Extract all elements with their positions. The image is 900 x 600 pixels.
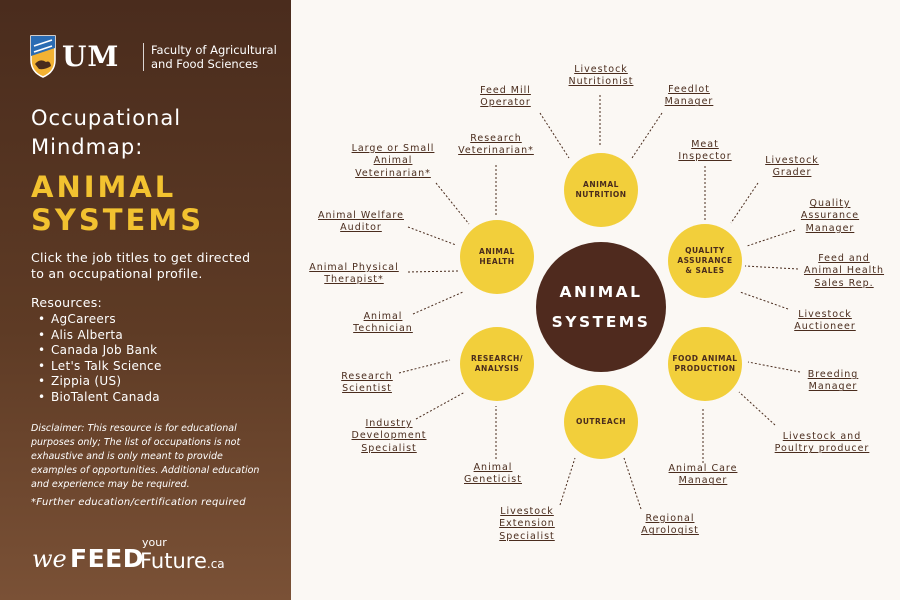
center-node-animal-systems: ANIMAL SYSTEMS	[536, 242, 666, 372]
job-feed-animal-health-sales-rep[interactable]: Feed and Animal Health Sales Rep.	[803, 253, 885, 289]
brand-ca: .ca	[206, 557, 225, 571]
category-animal-nutrition: ANIMAL NUTRITION	[564, 153, 638, 227]
category-food-animal-production: FOOD ANIMAL PRODUCTION	[668, 327, 742, 401]
connector-feedlot	[632, 113, 662, 158]
resource-link-canada-job-bank[interactable]: • Canada Job Bank	[31, 343, 162, 359]
logo-divider	[143, 43, 144, 71]
job-quality-assurance-manager[interactable]: Quality Assurance Manager	[800, 198, 860, 234]
brand-future-word: Future	[140, 549, 207, 573]
connector-poultry-producer	[739, 392, 775, 425]
job-animal-geneticist[interactable]: Animal Geneticist	[464, 462, 522, 486]
resource-link-biotalent-canada[interactable]: • BioTalent Canada	[31, 390, 162, 406]
job-animal-physical-therapist[interactable]: Animal Physical Therapist*	[309, 262, 399, 286]
category-outreach: OUTREACH	[564, 385, 638, 459]
job-industry-development-specialist[interactable]: Industry Development Specialist	[351, 418, 427, 454]
job-meat-inspector[interactable]: Meat Inspector	[678, 139, 732, 163]
job-livestock-grader[interactable]: Livestock Grader	[765, 155, 819, 179]
footnote-text: *Further education/certification required	[31, 497, 246, 508]
job-large-small-animal-veterinarian[interactable]: Large or Small Animal Veterinarian*	[351, 143, 435, 179]
resources-list	[31, 312, 162, 405]
brand-feed: FEED	[70, 544, 144, 573]
wefeedyourfuture-logo[interactable]	[32, 536, 262, 576]
faculty-line-1: Faculty of Agricultural	[151, 43, 277, 57]
category-research-analysis: RESEARCH/ ANALYSIS	[460, 327, 534, 401]
job-livestock-auctioneer[interactable]: Livestock Auctioneer	[794, 309, 856, 333]
faculty-line-2: and Food Sciences	[151, 57, 259, 71]
page-subtitle	[31, 104, 181, 162]
job-feed-mill-operator[interactable]: Feed Mill Operator	[480, 85, 531, 109]
resource-link-alis-alberta[interactable]: • Alis Alberta	[31, 328, 162, 344]
faculty-name	[151, 43, 281, 71]
resources-heading: Resources:	[31, 295, 103, 310]
job-research-scientist[interactable]: Research Scientist	[341, 371, 393, 395]
job-livestock-nutritionist[interactable]: Livestock Nutritionist	[568, 64, 634, 88]
job-animal-technician[interactable]: Animal Technician	[353, 311, 413, 335]
university-logo[interactable]	[30, 34, 277, 80]
brand-future	[140, 549, 225, 573]
mindmap	[291, 0, 900, 600]
subtitle-line-2: Mindmap:	[31, 135, 144, 159]
connector-livestock-grader	[731, 183, 758, 223]
sidebar	[0, 0, 291, 600]
intro-text: Click the job titles to get directed to an occupational profile.	[31, 250, 251, 281]
job-animal-care-manager[interactable]: Animal Care Manager	[668, 463, 738, 487]
brand-your: your	[142, 536, 167, 549]
connector-large-small-vet	[436, 183, 469, 224]
job-feedlot-manager[interactable]: Feedlot Manager	[664, 84, 714, 108]
job-livestock-extension-specialist[interactable]: Livestock Extension Specialist	[499, 506, 555, 542]
resource-link-agcareers[interactable]: • AgCareers	[31, 312, 162, 328]
connector-regional-agrologist	[624, 458, 641, 509]
shield-logo-icon	[30, 34, 56, 78]
title-line-1: ANIMAL	[31, 170, 177, 204]
title-line-2: SYSTEMS	[31, 203, 205, 237]
disclaimer-text: Disclaimer: This resource is for educational purposes only; The list of occupations is not exhaustive and is only meant to provide examples of opportunities. Additional education and experience may be required.	[31, 423, 260, 490]
resource-link-zippia[interactable]: • Zippia (US)	[31, 374, 162, 390]
page-title	[31, 171, 204, 237]
brand-we: we	[32, 545, 67, 573]
job-animal-welfare-auditor[interactable]: Animal Welfare Auditor	[318, 210, 404, 234]
connector-industry-dev	[416, 392, 465, 419]
category-quality-assurance-sales: QUALITY ASSURANCE & SALES	[668, 224, 742, 298]
category-animal-health: ANIMAL HEALTH	[460, 220, 534, 294]
job-research-veterinarian[interactable]: Research Veterinarian*	[458, 133, 534, 157]
resource-link-lets-talk-science[interactable]: • Let's Talk Science	[31, 359, 162, 375]
job-regional-agrologist[interactable]: Regional Agrologist	[641, 513, 699, 537]
job-breeding-manager[interactable]: Breeding Manager	[807, 369, 859, 393]
logo-um-text: UM	[62, 40, 120, 73]
connector-auctioneer	[740, 292, 788, 309]
subtitle-line-1: Occupational	[31, 106, 182, 130]
job-livestock-poultry-producer[interactable]: Livestock and Poultry producer	[774, 431, 870, 455]
connector-extension-specialist	[560, 458, 575, 505]
